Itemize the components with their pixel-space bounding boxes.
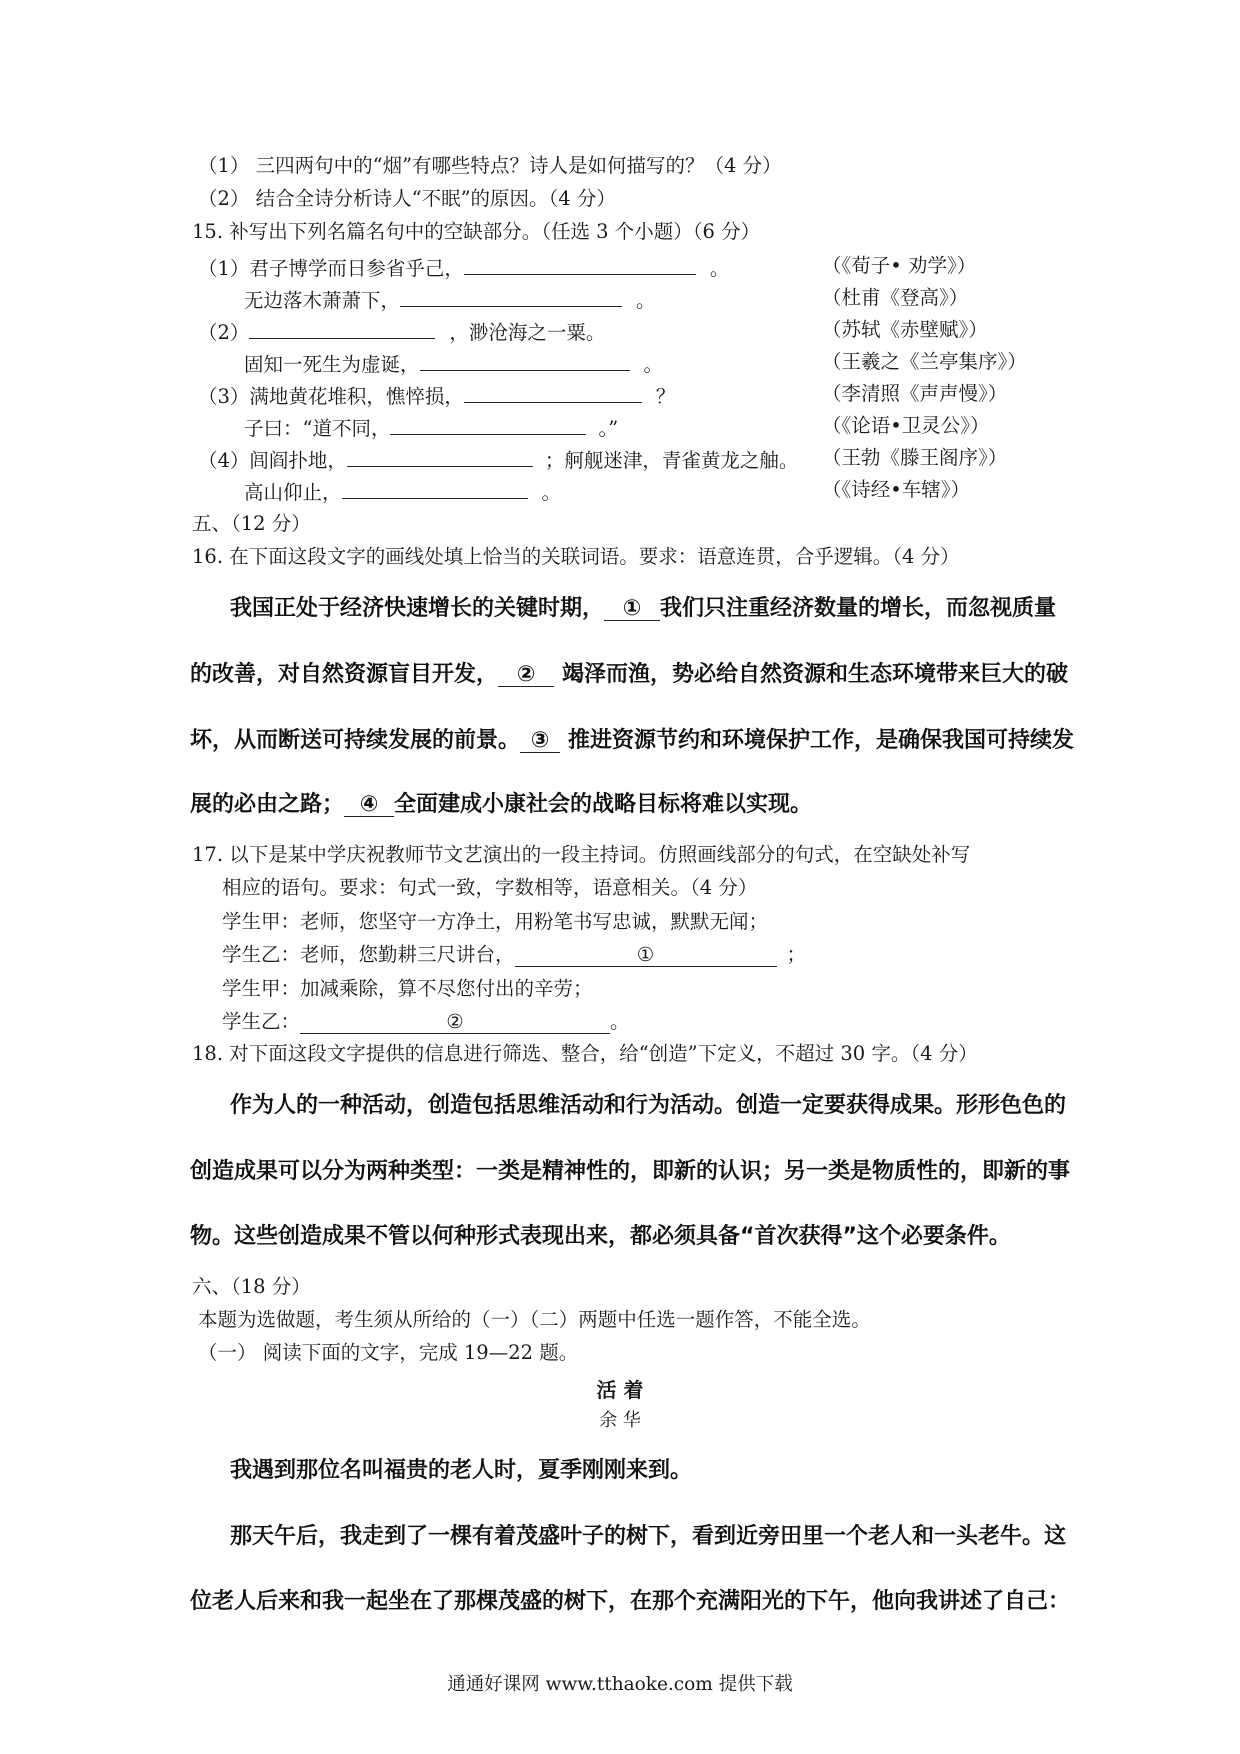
q15-line2b [244,350,663,377]
section-6-note: 本题为选做题，考生须从所给的（一）（二）两题中任选一题作答，不能全选。 [198,1308,871,1331]
q15-line2a [198,318,605,345]
blank-marker: ③ [520,730,560,753]
q16-text: 坏，从而断送可持续发展的前景。 [190,728,521,753]
blank [390,414,586,435]
source: （苏轼《赤壁赋》） [822,318,988,341]
q14-sub2: （2） 结合全诗分析诗人“不眠”的原因。（4 分） [198,187,616,210]
punct: 。” [598,417,619,440]
q16-text: 全面建成小康社会的战略目标将难以实现。 [394,792,813,817]
q15-line1b [244,286,656,313]
q15-line2a-prefix: （2） [198,321,250,344]
blank-marker: ② [498,664,554,687]
source: （李清照《声声慢》） [822,382,1008,405]
q16-text: 展的必由之路； [190,792,345,817]
q15-line4b-text: 高山仰止， [244,481,342,504]
q15-title: 15. 补写出下列名篇名句中的空缺部分。（任选 3 个小题）（6 分） [192,220,761,243]
q17-text: 学生乙：老师，您勤耕三尺讲台， [222,943,515,966]
blank [342,478,528,499]
q16-para-line2 [190,663,1068,687]
punct: 。 [636,289,656,312]
section-6-heading: 六、（18 分） [192,1275,311,1298]
blank [464,382,642,403]
q15-line2b-text: 固知一死生为虚诞， [244,353,420,376]
q15-line3a-text: （3）满地黄花堆积，憔悴损， [198,385,464,408]
q18-para-line2: 创造成果可以分为两种类型：一类是精神性的，即新的认识；另一类是物质性的，即新的事 [190,1159,1071,1184]
q15-line4a-mid: ；舸舰迷津，青雀黄龙之舳。 [544,449,799,472]
punct: 。 [643,353,664,376]
blank [464,254,696,275]
q16-text: 推进资源节约和环境保护工作，是确保我国可持续发 [568,728,1075,753]
source: （杜甫《登高》） [822,286,969,309]
article-para1: 我遇到那位名叫福贵的老人时，夏季刚刚来到。 [230,1458,693,1483]
blank-marker: ① [515,944,777,967]
article-para2-line1: 那天午后，我走到了一棵有着茂盛叶子的树下，看到近旁田里一个老人和一头老牛。这 [230,1524,1067,1549]
blank [347,446,533,467]
q15-line3b-text: 子曰：“道不同， [244,417,391,440]
blank [420,350,630,371]
source: （《论语•卫灵公》） [822,414,990,437]
blank-marker: ④ [344,794,394,817]
article-para2-line2: 位老人后来和我一起坐在了那棵茂盛的树下，在那个充满阳光的下午，他向我讲述了自己： [190,1589,1071,1614]
q15-line1b-text: 无边落木萧萧下， [244,289,401,312]
q15-line4b [244,478,561,505]
q16-text: 的改善，对自然资源盲目开发， [190,662,499,687]
q17-student-b1 [222,943,806,967]
article-author: 余 华 [599,1410,641,1431]
source: （王羲之《兰亭集序》） [822,350,1027,373]
blank [249,318,435,339]
punct: ？ [655,385,676,408]
q15-line3a [198,382,675,409]
q16-para-line1 [230,597,1056,621]
q15-line2a-text: ，渺沧海之一粟。 [449,321,606,344]
q16-title: 16. 在下面这段文字的画线处填上恰当的关联词语。要求：语意连贯，合乎逻辑。（4 分） [192,545,960,568]
q17-student-a2: 学生甲：加减乘除，算不尽您付出的辛劳； [222,977,593,1000]
article-title: 活 着 [596,1378,644,1402]
q17-title-line2: 相应的语句。要求：句式一致，字数相等，语意相关。（4 分） [222,876,758,899]
q15-line1a-text: （1）君子博学而日参省乎己， [198,257,464,280]
source: （《荀子• 劝学》） [822,254,977,277]
q17-student-b2 [222,1010,630,1034]
punct: 。 [709,257,730,280]
q15-line3b [244,414,618,441]
q15-line4a [198,446,798,473]
blank-marker: ① [604,598,660,621]
q15-line4a-text: （4）闾阎扑地， [198,449,347,472]
q16-text: 我们只注重经济数量的增长，而忽视质量 [660,596,1057,621]
q16-para-line4 [190,793,812,817]
q18-title: 18. 对下面这段文字提供的信息进行筛选、整合，给“创造”下定义，不超过 30 字。（4 分） [192,1042,978,1065]
q17-student-a1: 学生甲：老师，您坚守一方净土，用粉笔书写忠诚，默默无闻； [222,910,769,933]
source: （《诗经•车辖》） [822,478,971,501]
q16-para-line3 [190,729,1074,753]
q16-text: 竭泽而渔，势必给自然资源和生态环境带来巨大的破 [562,662,1069,687]
q17-title-line1: 17. 以下是某中学庆祝教师节文艺演出的一段主持词。仿照画线部分的句式，在空缺处补写 [192,843,971,866]
q18-para-line3: 物。这些创造成果不管以何种形式表现出来，都必须具备“首次获得”这个必要条件。 [190,1224,1011,1249]
punct: 。 [610,1010,630,1033]
section-6-sub: （一） 阅读下面的文字，完成 19—22 题。 [198,1341,579,1364]
q18-para-line1: 作为人的一种活动，创造包括思维活动和行为活动。创造一定要获得成果。形形色色的 [230,1093,1067,1118]
page-footer: 通通好课网 www.tthaoke.com 提供下载 [447,1674,793,1695]
punct: ； [786,943,807,966]
punct: 。 [541,481,562,504]
source: （王勃《滕王阁序》） [822,446,1008,469]
blank-marker: ② [300,1011,610,1034]
q15-line1a [198,254,729,281]
blank [400,286,622,307]
q14-sub1: （1） 三四两句中的“烟”有哪些特点？诗人是如何描写的？（4 分） [198,154,782,177]
section-5-heading: 五、（12 分） [192,512,311,535]
q17-text: 学生乙： [222,1010,301,1033]
q16-text: 我国正处于经济快速增长的关键时期， [230,596,605,621]
